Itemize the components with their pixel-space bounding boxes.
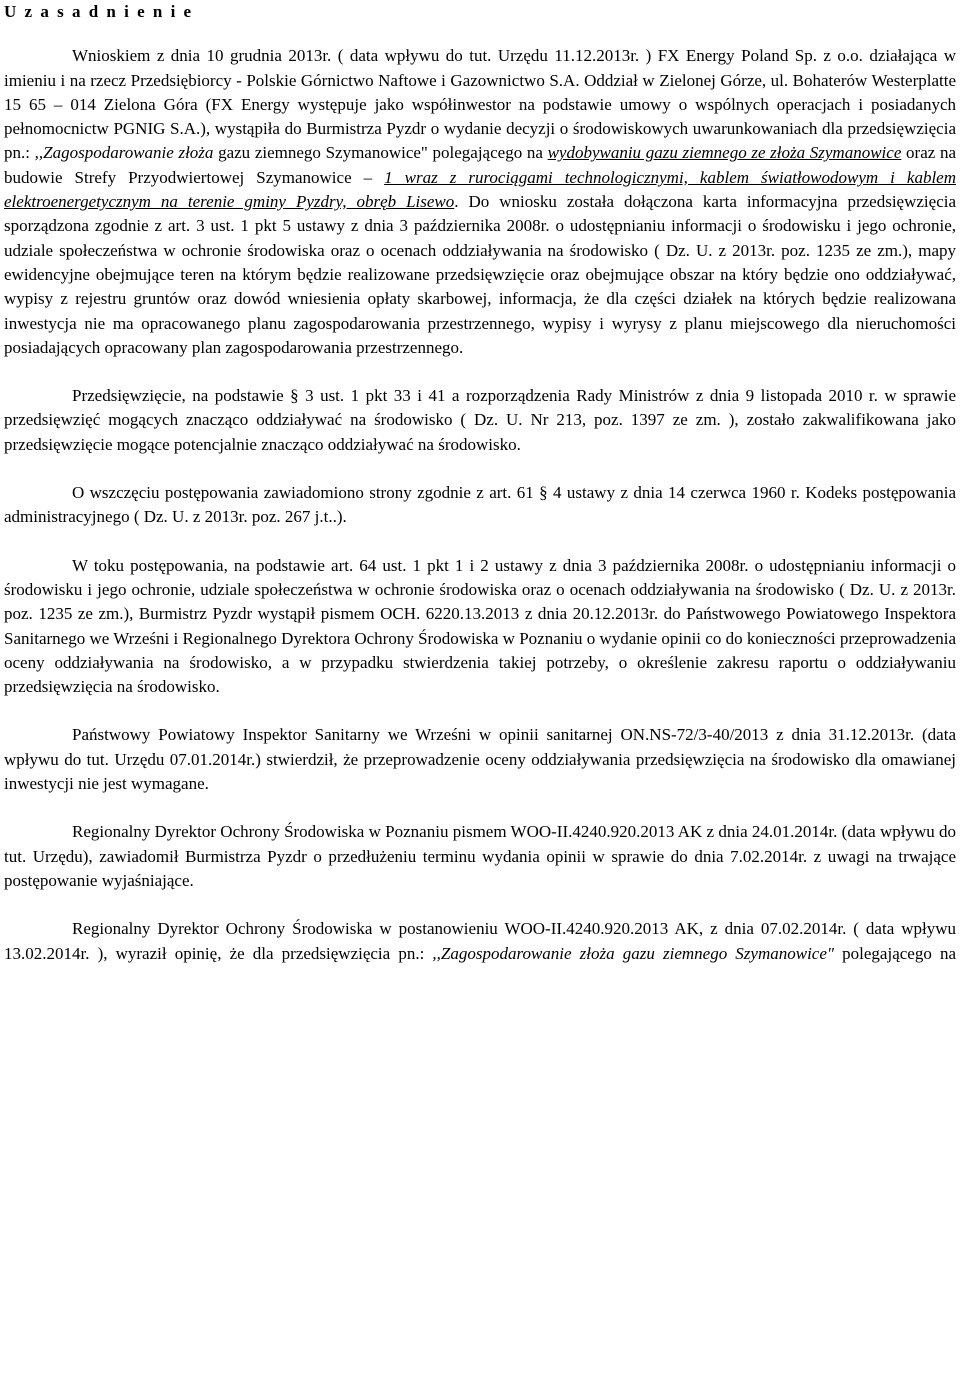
paragraph-application	[4, 44, 956, 360]
paragraph-rdos-extension: Regionalny Dyrektor Ochrony Środowiska w Poznaniu pismem WOO-II.4240.920.2013 AK z dnia 24.01.2014r. (data wpływu do tut. Urzędu), zawiadomił Burmistrza Pyzdr o przedłużeniu terminu wydania opinii w sprawie do dnia 7.02.2014r. z uwagi na trwające postępowanie wyjaśniające.	[4, 822, 956, 890]
paragraph-text: gazu ziemnego Szymanowice" polegającego na	[213, 143, 548, 163]
paragraph-text: Regionalny Dyrektor Ochrony Środowiska w postanowieniu WOO-II.4240.920.2013 AK, z dnia 07.02.2014r. ( data wpływu 13.02.2014r. ), wyraził opinię, że dla przedsięwzięcia pn.:	[4, 919, 956, 963]
paragraph-qualification: Przedsięwzięcie, na podstawie § 3 ust. 1 pkt 33 i 41 a rozporządzenia Rady Ministrów z dnia 9 listopada 2010 r. w sprawie przedsięwzięć mogących znacząco oddziaływać na środowisko ( Dz. U. Nr 213, poz. 1397 ze zm. ), zostało zakwalifikowana jako przedsięwzięcie mogące potencjalnie znacząco oddziaływać na środowisko.	[4, 386, 956, 454]
paragraph-text: polegającego na	[834, 943, 956, 963]
project-scope-underlined: wydobywaniu gazu ziemnego ze złoża Szymanowice	[547, 143, 902, 163]
paragraph-proceedings: W toku postępowania, na podstawie art. 64 ust. 1 pkt 1 i 2 ustawy z dnia 3 października 2008r. o udostępnianiu informacji o środowisku i jego ochronie, udziale społeczeństwa w ochronie środowiska oraz o ocenach oddziaływania na środowisko ( Dz. U. z 2013r. poz. 1235 ze zm.), Burmistrz Pyzdr wystąpił pismem OCH. 6220.13.2013 z dnia 20.12.2013r. do Państwowego Powiatowego Inspektora Sanitarnego we Wrześni i Regionalnego Dyrektora Ochrony Środowiska w Poznaniu o wydanie opinii co do konieczności przeprowadzenia oceny oddziaływania na środowisko, a w przypadku stwierdzenia takiej potrzeby, o określenie zakresu raportu o oddziaływaniu przedsięwzięcia na środowisko.	[4, 555, 956, 697]
paragraph-text: Wnioskiem z dnia 10 grudnia 2013r. ( data wpływu do tut. Urzędu 11.12.2013r. ) FX Energy Poland Sp. z o.o. działająca w imieniu i na rzecz Przedsiębiorcy - Polskie Górnictwo Naftowe i Gazownictwo S.A. Oddział w Zielonej Górze, ul. Bohaterów Westerplatte 15 65 – 014 Zielona Góra (FX Energy występuje jako współinwestor na podstawie umowy o wspólnych operacjach i posiadanych pełnomocnictw PGNIG S.A.), wystąpiła do Burmistrza Pyzdr o wydanie decyzji o środowiskowych uwarunkowaniach dla przedsięwzięcia pn.:	[4, 46, 956, 163]
project-location-underlined: 1 wraz z rurociągami technologicznymi, kablem światłowodowym i kablem elektroenergetycznym na terenie gminy Pyzdry, obręb Lisewo	[4, 167, 956, 212]
project-name-italic: ,,Zagospodarowanie złoża gazu ziemnego Szymanowice"	[432, 943, 835, 963]
project-name-italic: ,,Zagospodarowanie złoża	[34, 143, 214, 163]
paragraph-rdos-opinion	[4, 917, 956, 966]
document-page	[4, 0, 956, 990]
paragraph-notification: O wszczęciu postępowania zawiadomiono strony zgodnie z art. 61 § 4 ustawy z dnia 14 czerwca 1960 r. Kodeks postępowania administracyjnego ( Dz. U. z 2013r. poz. 267 j.t..).	[4, 483, 956, 527]
paragraph-text: . Do wniosku została dołączona karta informacyjna przedsięwzięcia sporządzona zgodnie z art. 3 ust. 1 pkt 5 ustawy z dnia 3 października 2008r. o udostępnianiu informacji o środowisku i jego ochronie, udziale społeczeństwa w ochronie środowiska oraz o ocenach oddziaływania na środowisko ( Dz. U. z 2013r. poz. 1235 ze zm.), mapy ewidencyjne obejmujące teren na którym będzie realizowane przedsięwzięcie oraz obejmujące obszar na który będzie ono oddziaływać, wypisy z rejestru gruntów oraz dowód wniesienia opłaty skarbowej, informacja, że dla części działek na których będzie realizowana inwestycja nie ma opracowanego planu zagospodarowania przestrzennego, wypisy i wyrysy z planu miejscowego dla nieruchomości posiadających opracowany plan zagospodarowania przestrzennego.	[4, 192, 957, 357]
paragraph-text: oraz na budowie Strefy Przyodwiertowej Szymanowice –	[4, 143, 956, 187]
paragraph-sanitary-opinion: Państwowy Powiatowy Inspektor Sanitarny we Wrześni w opinii sanitarnej ON.NS-72/3-40/2013 z dnia 31.12.2013r. (data wpływu do tut. Urzędu 07.01.2014r.) stwierdził, że przeprowadzenie oceny oddziaływania przedsięwzięcia na środowisko dla omawianej inwestycji nie jest wymagane.	[4, 725, 956, 794]
document-heading: U z a s a d n i e n i e	[4, 2, 194, 21]
